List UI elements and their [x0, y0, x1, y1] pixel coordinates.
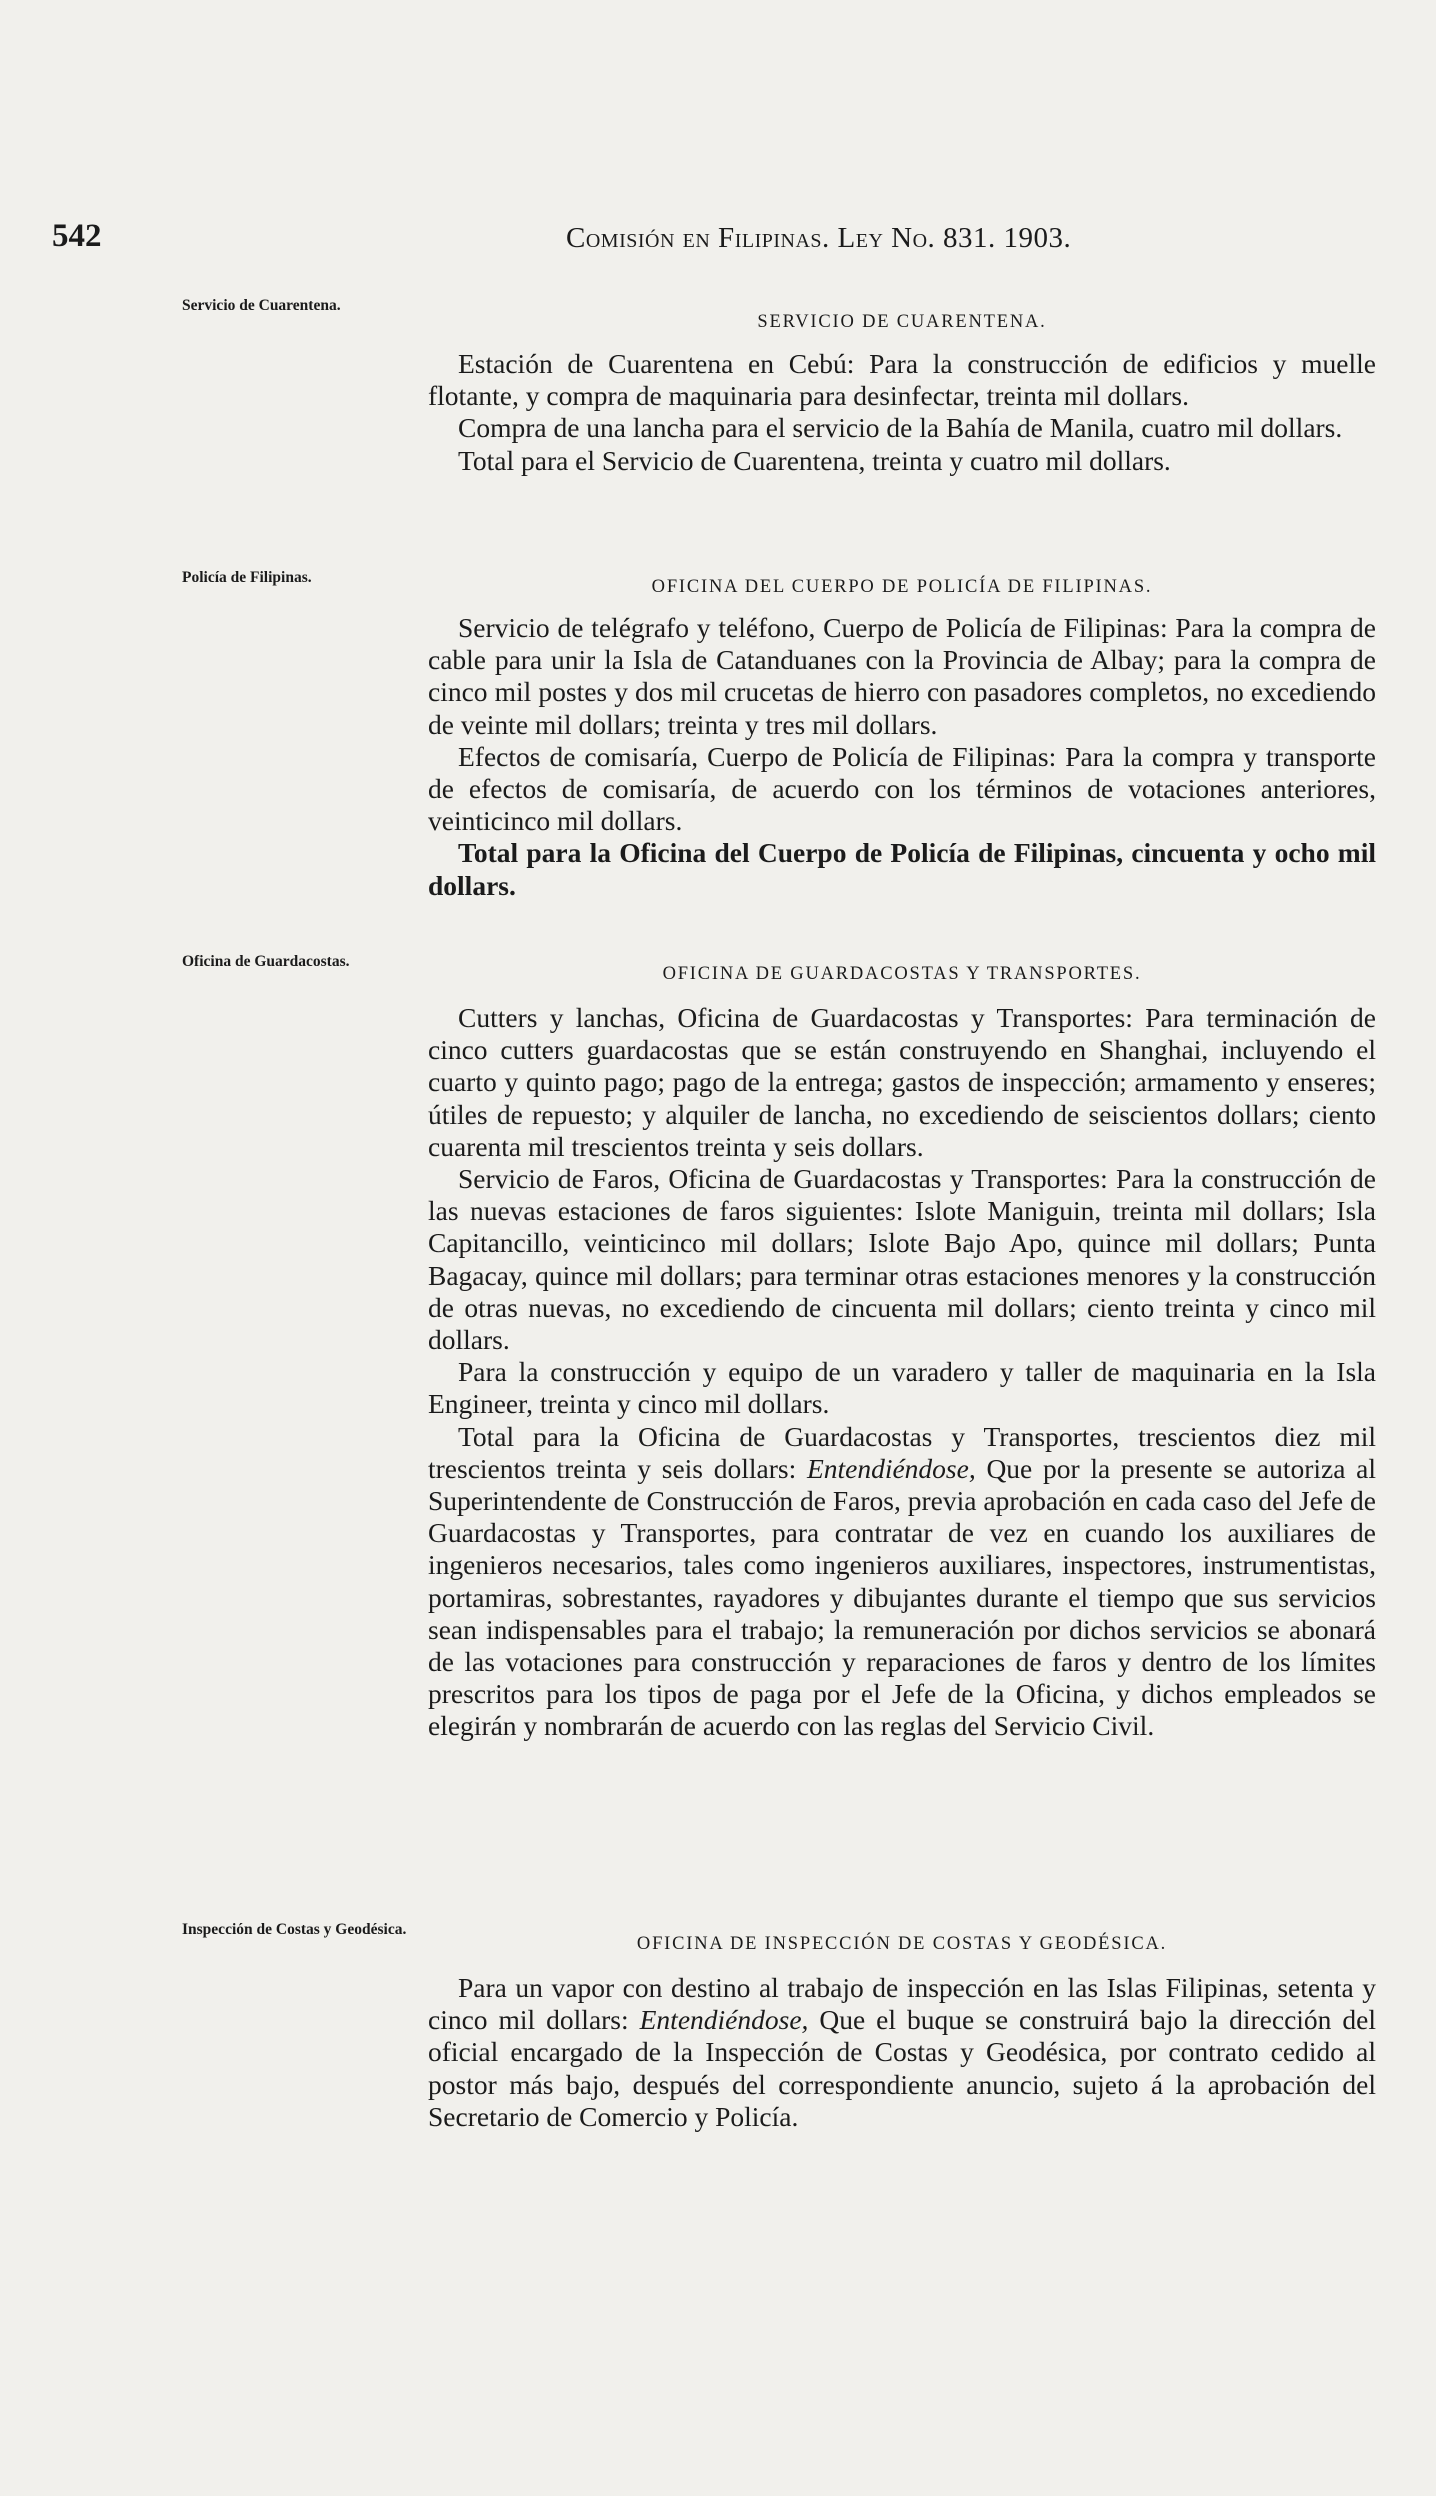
paragraph-text: Para un vapor con destino al trabajo de inspección en las Islas Filipinas, setenta y cinco mil dollars: [428, 1972, 1376, 2036]
paragraph: Servicio de telégrafo y teléfono, Cuerpo de Policía de Filipinas: Para la compra de cable para unir la Isla de Catanduanes con la Provincia de Albay; para la compra de cinco mil postes y dos mil crucetas de hierro con pasadores completos, no excediendo de veinte mil dollars; treinta y tres mil dollars. [428, 612, 1376, 740]
section-body-guardacostas [428, 1002, 1376, 1743]
paragraph-text: Que por la presente se autoriza al Superintendente de Construcción de Faros, previa aprobación en cada caso del Jefe de Guardacostas y Transportes, para contratar de vez en cuando los auxiliares de ingenieros necesarios, tales como ingenieros auxiliares, inspectores, instrumentistas, portamiras, sobrestantes, rayadores y dibujantes durante el tiempo que sus servicios sean indispensables para el trabajo; la remuneración por dichos servicios se abonará de las votaciones para construcción y reparaciones de faros y dentro de los límites prescritos para los tipos de paga por el Jefe de la Oficina, y dichos empleados se elegirán y nombrarán de acuerdo con las reglas del Servicio Civil. [428, 1452, 1377, 1742]
section-body-inspeccion [428, 1972, 1376, 2133]
margin-note-cuarentena: Servicio de Cuarentena. [182, 297, 341, 314]
section-heading-guardacostas: OFICINA DE GUARDACOSTAS Y TRANSPORTES. [662, 964, 1142, 984]
paragraph [428, 1972, 1376, 2133]
proviso-term: Entendiéndose, [806, 1452, 976, 1484]
paragraph: Total para la Oficina del Cuerpo de Policía de Filipinas, cincuenta y ocho mil dollars. [428, 837, 1376, 901]
page-number: 542 [52, 218, 102, 254]
paragraph: Para la construcción y equipo de un varadero y taller de maquinaria en la Isla Engineer, treinta y cinco mil dollars. [428, 1356, 1376, 1420]
paragraph-text: Que el buque se construirá bajo la dirección del oficial encargado de la Inspección de Costas y Geodésica, por contrato cedido al postor más bajo, después del correspondiente anuncio, sujeto á la aprobación del Secretario de Comercio y Policía. [428, 2004, 1376, 2132]
proviso-term: Entendiéndose, [639, 2004, 809, 2036]
running-head: Comisión en Filipinas. Ley No. 831. 1903. [566, 222, 1072, 254]
paragraph: Servicio de Faros, Oficina de Guardacostas y Transportes: Para la construcción de las nuevas estaciones de faros siguientes: Islote Maniguin, treinta mil dollars; Isla Capitancillo, veinticinco mil dollars; Islote Bajo Apo, quince mil dollars; Punta Bagacay, quince mil dollars; para terminar otras estaciones menores y la construcción de otras nuevas, no excediendo de cincuenta mil dollars; ciento treinta y cinco mil dollars. [428, 1163, 1376, 1356]
margin-note-policia: Policía de Filipinas. [182, 569, 312, 586]
section-body-policia [428, 612, 1376, 902]
paragraph: Estación de Cuarentena en Cebú: Para la construcción de edificios y muelle flotante, y compra de maquinaria para desinfectar, treinta mil dollars. [428, 348, 1376, 412]
paragraph [428, 1421, 1376, 1743]
section-heading-policia: OFICINA DEL CUERPO DE POLICÍA DE FILIPINAS. [651, 577, 1153, 597]
section-body-cuarentena [428, 348, 1376, 477]
section-heading-inspeccion: OFICINA DE INSPECCIÓN DE COSTAS Y GEODÉSICA. [636, 1934, 1168, 1954]
paragraph: Total para el Servicio de Cuarentena, treinta y cuatro mil dollars. [458, 444, 1171, 476]
page-header [0, 218, 1436, 268]
paragraph: Efectos de comisaría, Cuerpo de Policía de Filipinas: Para la compra y transporte de efectos de comisaría, de acuerdo con los términos de votaciones anteriores, veinticinco mil dollars. [428, 740, 1376, 837]
section-heading-cuarentena: SERVICIO DE CUARENTENA. [757, 312, 1047, 332]
margin-note-inspeccion: Inspección de Costas y Geodésica. [182, 1921, 407, 1938]
paragraph: Cutters y lanchas, Oficina de Guardacostas y Transportes: Para terminación de cinco cutters guardacostas que se están construyendo en Shanghai, incluyendo el cuarto y quinto pago; pago de la entrega; gastos de inspección; armamento y enseres; útiles de repuesto; y alquiler de lancha, no excediendo de seiscientos dollars; ciento cuarenta mil trescientos treinta y seis dollars. [428, 1002, 1376, 1162]
margin-note-guardacostas: Oficina de Guardacostas. [182, 953, 350, 970]
paragraph-text: Total para la Oficina de Guardacostas y Transportes, trescientos diez mil trescientos treinta y seis dollars: [428, 1420, 1376, 1484]
paragraph: Compra de una lancha para el servicio de la Bahía de Manila, cuatro mil dollars. [458, 412, 1343, 444]
